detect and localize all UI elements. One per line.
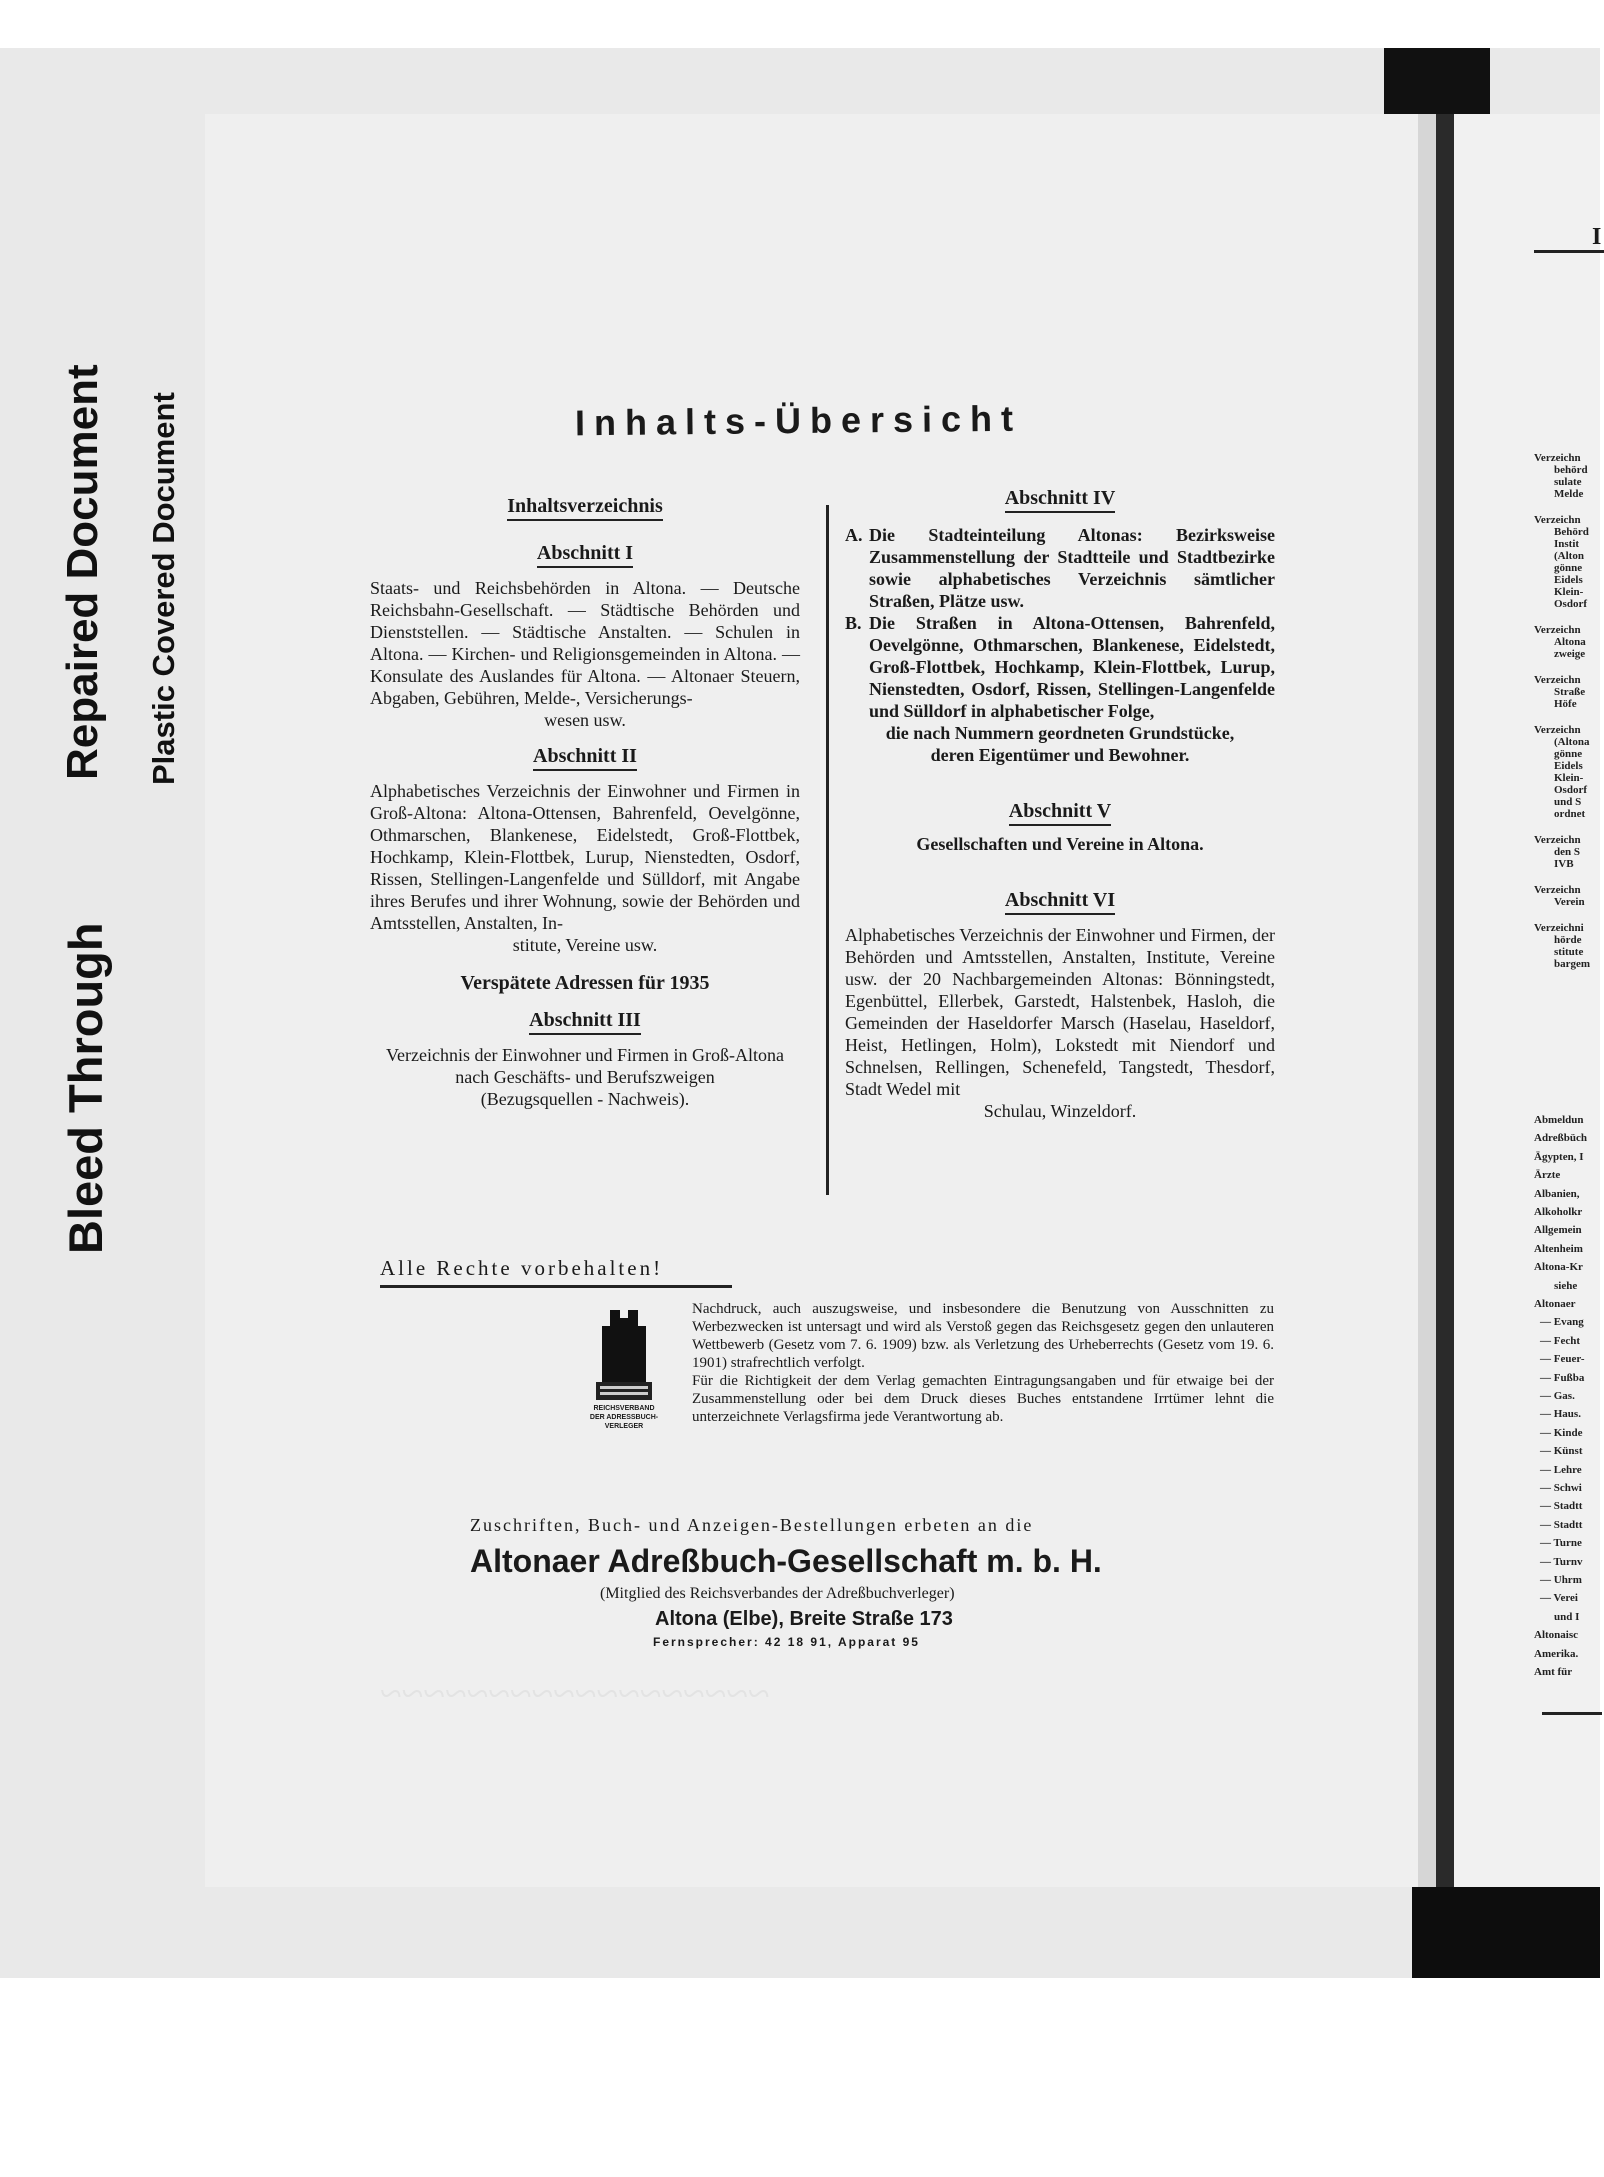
facing-entry-line: Verzeichn bbox=[1534, 452, 1581, 464]
item-marker-a: A. bbox=[845, 525, 863, 545]
facing-entry-line: Klein- bbox=[1554, 586, 1584, 598]
facing-index-line: Altonaer bbox=[1534, 1298, 1576, 1310]
item-marker-b: B. bbox=[845, 613, 862, 633]
facing-index-line: Ärzte bbox=[1534, 1169, 1561, 1182]
heading-abschnitt-4: Abschnitt IV bbox=[1005, 487, 1116, 513]
page-edge bbox=[1418, 114, 1436, 1887]
legal-notice bbox=[692, 1300, 1274, 1426]
publisher-address: Altona (Elbe), Breite Straße 173 bbox=[655, 1608, 953, 1630]
facing-entry-line: bargem bbox=[1554, 958, 1591, 970]
facing-page bbox=[1454, 114, 1600, 1887]
emblem-caption: REICHSVERBAND DER ADRESSBUCH-VERLEGER bbox=[589, 1405, 659, 1430]
facing-index-line: — Künst bbox=[1540, 1445, 1583, 1458]
item-text-a: Die Stadteinteilung Altonas: Bezirksweise Zusammenstellung der Stadtteile und Stadtbezirke sowie alphabetisches Verzeichnis sämtlicher Straßen, Plätze usw. bbox=[869, 525, 1275, 611]
facing-index-line: Adreßbüch bbox=[1534, 1132, 1587, 1145]
abschnitt-3-text: Verzeichnis der Einwohner und Firmen in Groß-Altona nach Geschäfts- und Berufszweigen bbox=[386, 1045, 784, 1087]
facing-header-rule bbox=[1534, 250, 1604, 253]
facing-index-line: — Fußba bbox=[1540, 1371, 1585, 1384]
facing-index-line: Altonaisc bbox=[1534, 1629, 1578, 1642]
facing-index-line: Amerika. bbox=[1534, 1647, 1579, 1660]
facing-index-line: — Evang bbox=[1540, 1316, 1584, 1329]
facing-index-line: — Verei bbox=[1540, 1592, 1578, 1605]
facing-entry-line: Behörd bbox=[1554, 526, 1589, 538]
label-repaired-document: Repaired Document bbox=[58, 364, 107, 780]
right-column bbox=[845, 487, 1275, 1122]
facing-entry-line: Verzeichn bbox=[1534, 884, 1581, 896]
abschnitt-4-tail-1: die nach Nummern geordneten Grundstücke, bbox=[885, 723, 1235, 743]
facing-entry-line: Melde bbox=[1554, 488, 1584, 500]
facing-entry-line: (Alton bbox=[1554, 550, 1584, 562]
publisher-phone: Fernsprecher: 42 18 91, Apparat 95 bbox=[653, 1635, 920, 1649]
label-plastic-covered: Plastic Covered Document bbox=[146, 392, 181, 785]
facing-entry-line: gönne bbox=[1554, 562, 1583, 574]
facing-index-line: — Fecht bbox=[1540, 1334, 1581, 1347]
publisher-emblem bbox=[589, 1306, 659, 1446]
facing-index-line: — Turnv bbox=[1540, 1555, 1583, 1568]
facing-entry-line: Klein- bbox=[1554, 772, 1584, 784]
facing-index-line: — Lehre bbox=[1540, 1463, 1582, 1476]
book-spine bbox=[1436, 114, 1454, 1887]
verspaetete-adressen: Verspätete Adressen für 1935 bbox=[460, 972, 710, 994]
heading-abschnitt-3: Abschnitt III bbox=[529, 1009, 641, 1035]
facing-entry-line: Straße bbox=[1554, 686, 1586, 698]
facing-index-line: — Stadtt bbox=[1540, 1518, 1583, 1531]
abschnitt-6-text: Alphabetisches Verzeichnis der Einwohner und Firmen, der Behörden und Amtsstellen, Anstalten, Institute, Vereine usw. der 20 Nachbargemeinden Altonas: Bönningstedt, Egenbüttel, Ellerbek, Garstedt, Halstenbek, Hasloh, die Gemeinden der Haseldorfer Marsch (Haselau, Haseldorf, Heist, Hetlingen, Holm), Lokstedt mit Niendorf und Schnelsen, Rellingen, Schenefeld, Tangstedt, Thesdorf, Stadt Wedel mit bbox=[845, 925, 1275, 1099]
facing-index-line: Alkoholkr bbox=[1534, 1206, 1583, 1218]
contact-lead: Zuschriften, Buch- und Anzeigen-Bestellungen erbeten an die bbox=[470, 1515, 1034, 1535]
column-divider bbox=[826, 505, 829, 1195]
facing-entry-line: ordnet bbox=[1554, 808, 1586, 820]
facing-entry-line: Verzeichn bbox=[1534, 514, 1581, 526]
heading-inhaltsverzeichnis: Inhaltsverzeichnis bbox=[507, 495, 663, 521]
facing-entry-line: IVB bbox=[1554, 858, 1574, 870]
abschnitt-2-text: Alphabetisches Verzeichnis der Einwohner und Firmen in Groß-Altona: Altona-Ottensen, Bahrenfeld, Oevelgönne, Othmarschen, Blankenese, Eidelstedt, Groß-Flottbek, Hochkamp, Klein-Flottbek, Lurup, Nienstedten, Osdorf, Rissen, Stellingen-Langenfelde und Sülldorf, mit Angabe ihres Berufes und ihrer Wohnung, sowie der Behörden und Amtsstellen, Anstalten, In- bbox=[370, 781, 800, 933]
abschnitt-4-tail-2: deren Eigentümer und Bewohner. bbox=[930, 745, 1190, 765]
facing-index-line: — Turne bbox=[1540, 1537, 1582, 1550]
publisher-name: Altonaer Adreßbuch-Gesellschaft m. b. H. bbox=[470, 1543, 1102, 1579]
facing-index-line: — Stadtt bbox=[1540, 1500, 1583, 1513]
facing-entry-line: Verzeichni bbox=[1534, 922, 1584, 934]
document-condition-labels bbox=[0, 0, 200, 1400]
item-text-b: Die Straßen in Altona-Ottensen, Bahrenfeld, Oevelgönne, Othmarschen, Blankenese, Eidelstedt, Groß-Flottbek, Hochkamp, Klein-Flottbek, Lurup, Nienstedten, Osdorf, Rissen, Stellingen-Langenfelde und Sülldorf in alphabetischer Folge, bbox=[869, 613, 1275, 721]
facing-entry-line: und S bbox=[1554, 796, 1582, 808]
facing-bottom-rule bbox=[1542, 1712, 1602, 1715]
facing-index-line: und I bbox=[1554, 1610, 1580, 1623]
abschnitt-6-tail: Schulau, Winzeldorf. bbox=[983, 1101, 1137, 1121]
heading-abschnitt-2: Abschnitt II bbox=[533, 745, 637, 771]
facing-entry-line: behörd bbox=[1554, 464, 1588, 476]
facing-entry-line: Altona bbox=[1554, 636, 1586, 648]
facing-entry-line: Verzeichn bbox=[1534, 624, 1581, 636]
label-bleed-through: Bleed Through bbox=[59, 922, 112, 1254]
scan-dark-corner bbox=[1384, 48, 1490, 114]
facing-entry-line: Osdorf bbox=[1554, 784, 1587, 796]
facing-header-mark: I bbox=[1592, 224, 1602, 250]
abschnitt-5-text: Gesellschaften und Vereine in Altona. bbox=[916, 834, 1204, 854]
facing-entry-line: stitute bbox=[1554, 946, 1584, 958]
facing-index-line: — Uhrm bbox=[1540, 1574, 1582, 1586]
facing-entry-line: Eidels bbox=[1554, 760, 1583, 772]
abschnitt-4-item-a bbox=[845, 524, 1275, 612]
facing-entry-line: hörde bbox=[1554, 934, 1582, 946]
abschnitt-4-item-b bbox=[845, 612, 1275, 722]
facing-index-line: Altona-Kr bbox=[1534, 1261, 1583, 1274]
facing-index-line: Ägypten, I bbox=[1534, 1150, 1584, 1163]
facing-index-line: — Haus. bbox=[1540, 1408, 1581, 1421]
facing-entry-line: Osdorf bbox=[1554, 598, 1587, 610]
facing-entry-line: Verzeichn bbox=[1534, 724, 1581, 736]
facing-index-line: — Gas. bbox=[1540, 1390, 1575, 1402]
facing-index-line: siehe bbox=[1554, 1279, 1578, 1292]
page-title: Inhalts-Übersicht bbox=[574, 397, 1023, 444]
facing-entry-line: sulate bbox=[1554, 476, 1582, 488]
facing-entry-line: Verzeichn bbox=[1534, 674, 1581, 686]
facing-index-line: — Schwi bbox=[1540, 1482, 1582, 1494]
facing-index-line: Altenheim bbox=[1534, 1242, 1583, 1255]
left-column bbox=[370, 495, 800, 1110]
abschnitt-3-tail: (Bezugsquellen - Nachweis). bbox=[480, 1089, 690, 1109]
facing-index-line: Abmeldun bbox=[1534, 1114, 1584, 1126]
facing-index-line: — Kinde bbox=[1540, 1426, 1583, 1439]
facing-index-line: Albanien, bbox=[1534, 1187, 1580, 1200]
notice-liability: Für die Richtigkeit der dem Verlag gemachten Eintragungsangaben und für etwaige bei der Zusammenstellung oder bei dem Druck dieses Buches entstandene Irrtümer lehnt die unterzeichnete Verlagsfirma jede Verantwortung ab. bbox=[692, 1373, 1274, 1425]
notice-reprint: Nachdruck, auch auszugsweise, und insbesondere die Benutzung von Ausschnitten zu Werbezwecken ist untersagt und wird als Verstoß gegen das Reichsgesetz gegen den unlauteren Wettbewerb (Gesetz vom 7. 6. 1909) bzw. als Verletzung des Urheberrechts (Gesetz vom 19. 6. 1901) strafrechtlich verfolgt. bbox=[692, 1301, 1274, 1371]
heading-abschnitt-1: Abschnitt I bbox=[537, 542, 633, 568]
facing-index-line: Amt für bbox=[1534, 1666, 1573, 1678]
facing-index-line: — Feuer- bbox=[1540, 1353, 1585, 1366]
facing-entry-line: zweige bbox=[1554, 648, 1586, 660]
facing-index-line: Allgemein bbox=[1534, 1224, 1582, 1237]
abschnitt-1-tail: wesen usw. bbox=[544, 710, 626, 730]
abschnitt-1-text: Staats- und Reichsbehörden in Altona. — Deutsche Reichsbahn-Gesellschaft. — Städtische Behörden und Dienststellen. — Städtische Anstalten. — Schulen in Altona. — Kirchen- und Religionsgemeinden in Altona. — Konsulate des Auslandes für Altona. — Altonaer Steuern, Abgaben, Gebühren, Melde-, Versicherungs- bbox=[370, 578, 800, 708]
facing-entry-line: Verzeichn bbox=[1534, 834, 1581, 846]
abschnitt-2-tail: stitute, Vereine usw. bbox=[512, 935, 658, 955]
facing-entry-line: Eidels bbox=[1554, 574, 1583, 586]
facing-entry-line: Verein bbox=[1554, 896, 1585, 908]
facing-entry-line: den S bbox=[1554, 846, 1580, 858]
facing-entry-line: Höfe bbox=[1554, 698, 1577, 710]
facing-entry-line: (Altona bbox=[1554, 736, 1590, 748]
publisher-membership: (Mitglied des Reichsverbandes der Adreßbuchverleger) bbox=[600, 1585, 955, 1602]
rights-reserved: Alle Rechte vorbehalten! bbox=[380, 1256, 732, 1288]
facing-entry-line: gönne bbox=[1554, 748, 1583, 760]
bleed-through-ghost: ~~~~~~~~~~~~~~~~~~ bbox=[380, 1671, 770, 1716]
facing-entry-line: Instit bbox=[1554, 538, 1580, 550]
heading-abschnitt-6: Abschnitt VI bbox=[1005, 889, 1115, 915]
heading-abschnitt-5: Abschnitt V bbox=[1009, 800, 1111, 826]
